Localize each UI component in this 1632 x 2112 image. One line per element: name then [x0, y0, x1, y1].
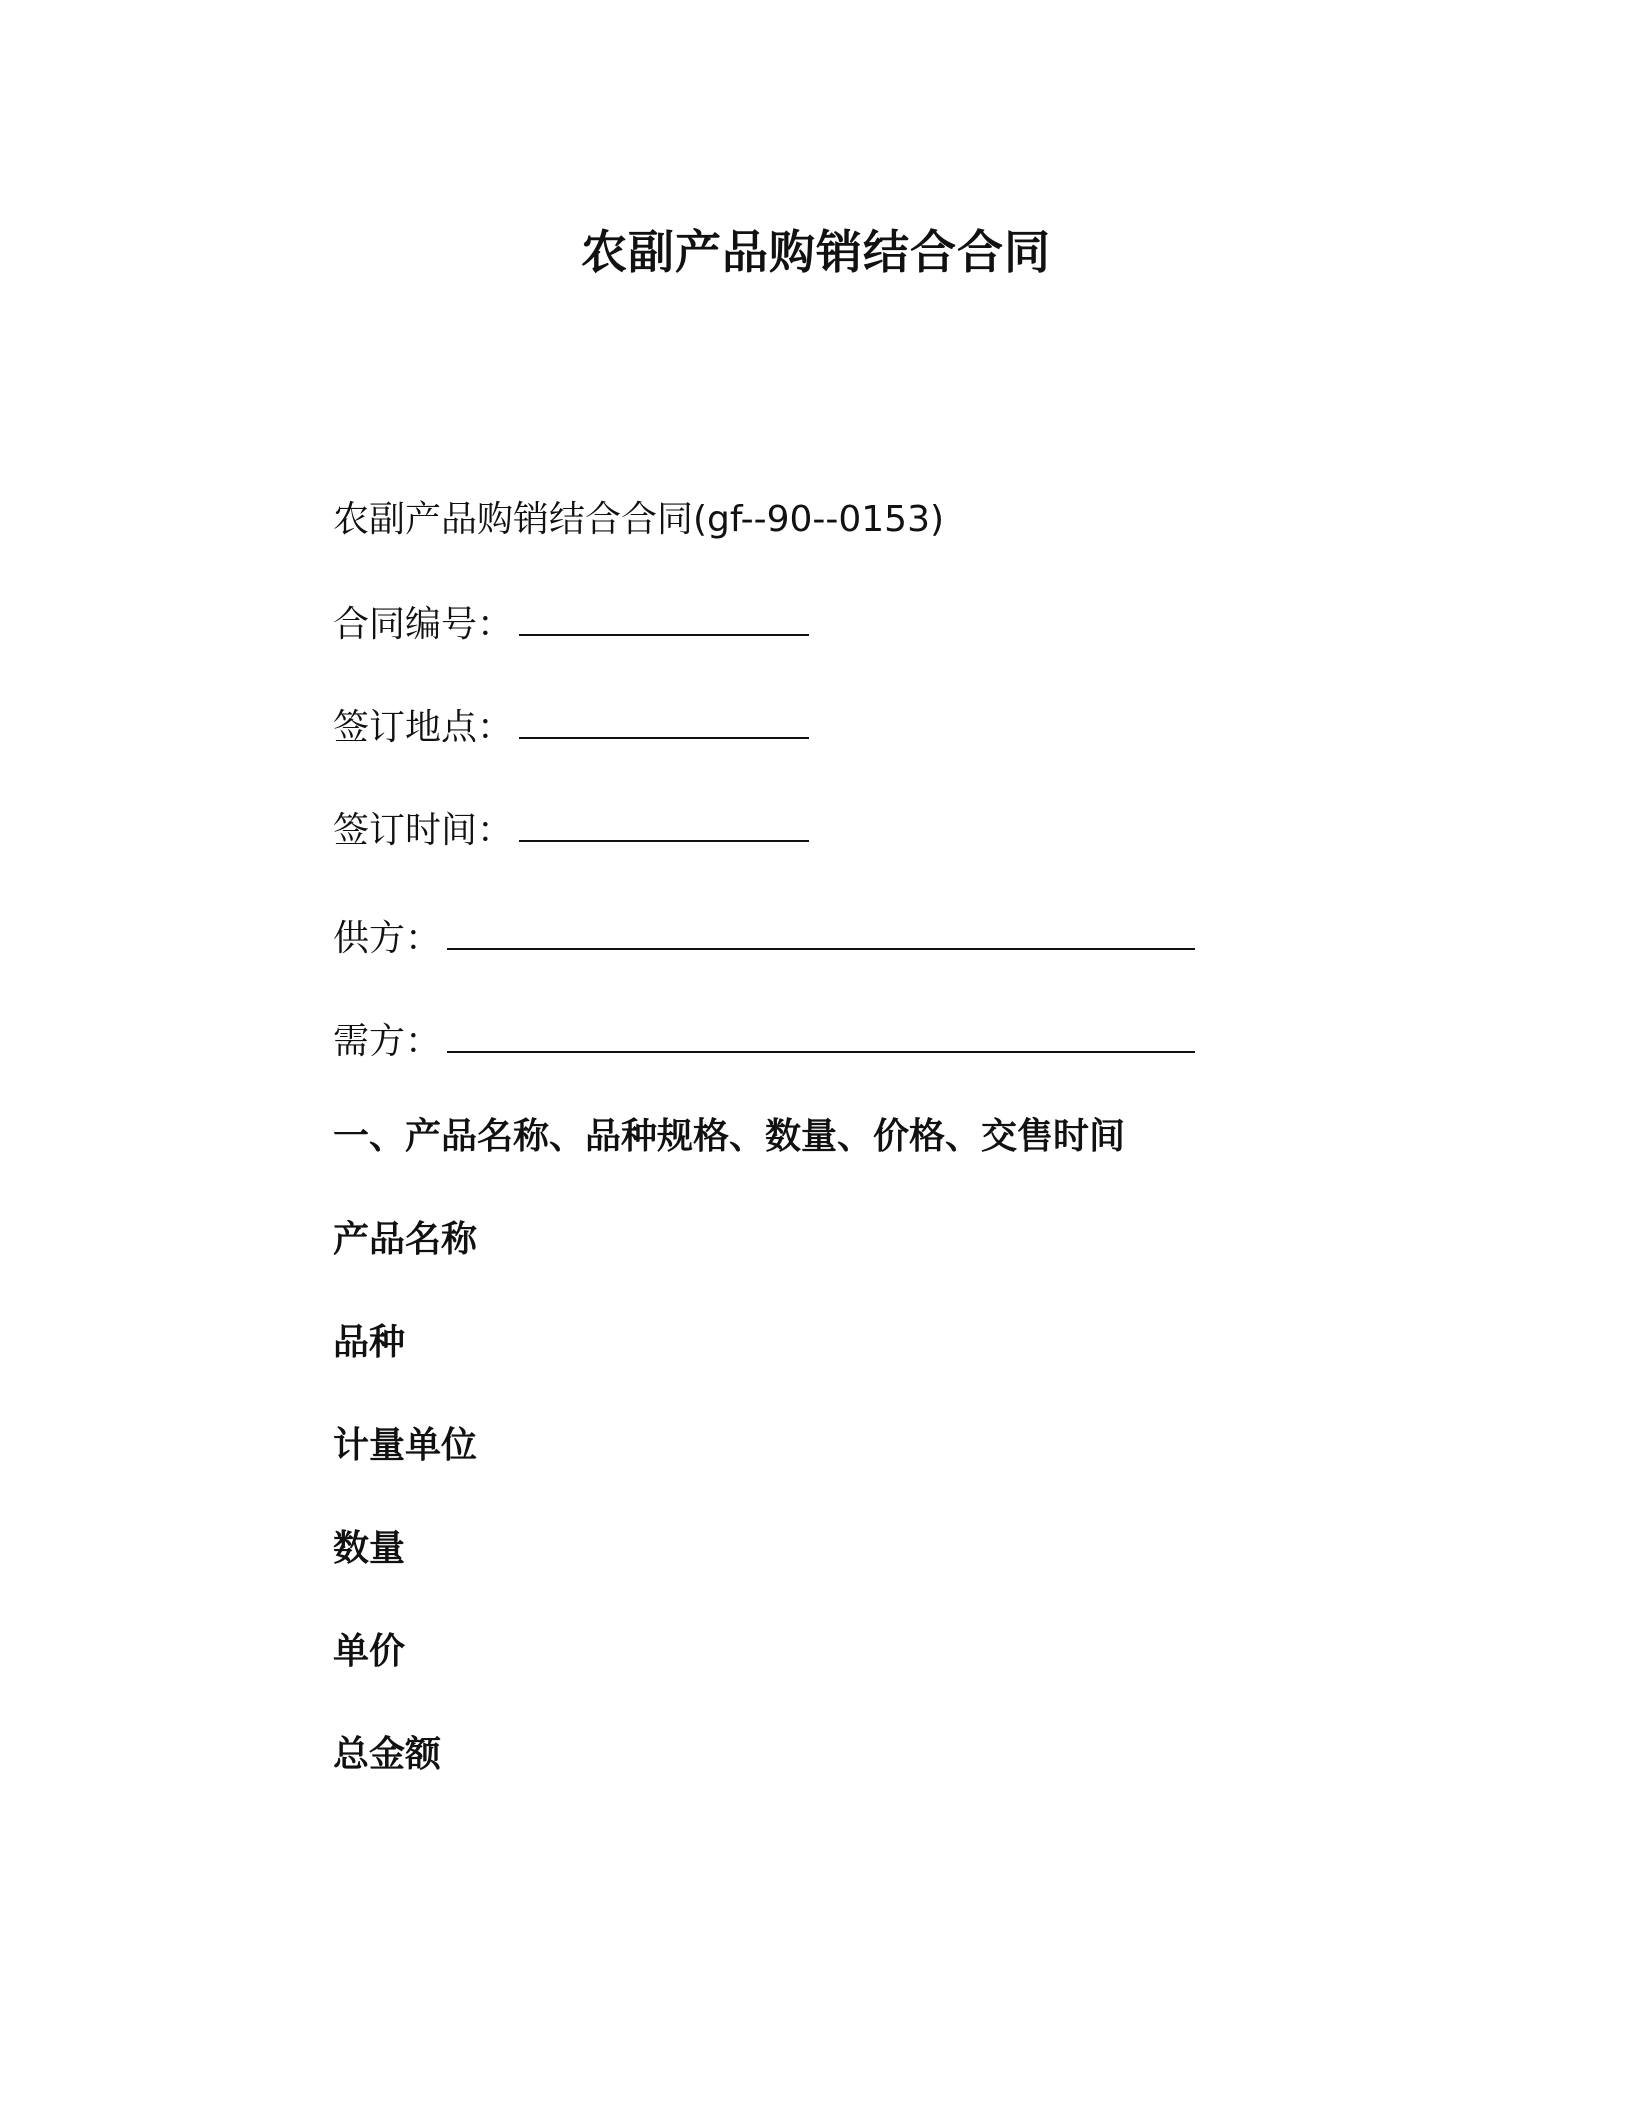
contract-number-label: 合同编号： — [333, 604, 514, 645]
supplier-label: 供方： — [333, 918, 442, 959]
contract-number-blank — [519, 598, 809, 636]
buyer-label: 需方： — [333, 1021, 442, 1062]
sign-place-label: 签订地点： — [333, 707, 514, 748]
sign-time-field — [333, 804, 809, 856]
item-unit-price: 单价 — [333, 1631, 406, 1672]
item-quantity: 数量 — [333, 1528, 406, 1569]
document-title: 农副产品购销结合合同 — [581, 225, 1051, 279]
contract-number-field — [333, 598, 809, 650]
supplier-blank — [447, 912, 1195, 950]
sign-time-label: 签订时间： — [333, 810, 514, 851]
item-unit: 计量单位 — [333, 1425, 478, 1466]
contract-subtitle: 农副产品购销结合合同(gf--90--0153) — [333, 499, 945, 540]
section-1-heading: 一、产品名称、品种规格、数量、价格、交售时间 — [333, 1116, 1126, 1157]
sign-place-field — [333, 701, 809, 753]
item-total-amount: 总金额 — [333, 1734, 442, 1775]
supplier-field — [333, 912, 1195, 964]
item-variety: 品种 — [333, 1322, 406, 1363]
sign-time-blank — [519, 804, 809, 842]
item-product-name: 产品名称 — [333, 1219, 478, 1260]
buyer-field — [333, 1015, 1195, 1067]
buyer-blank — [447, 1015, 1195, 1053]
sign-place-blank — [519, 701, 809, 739]
